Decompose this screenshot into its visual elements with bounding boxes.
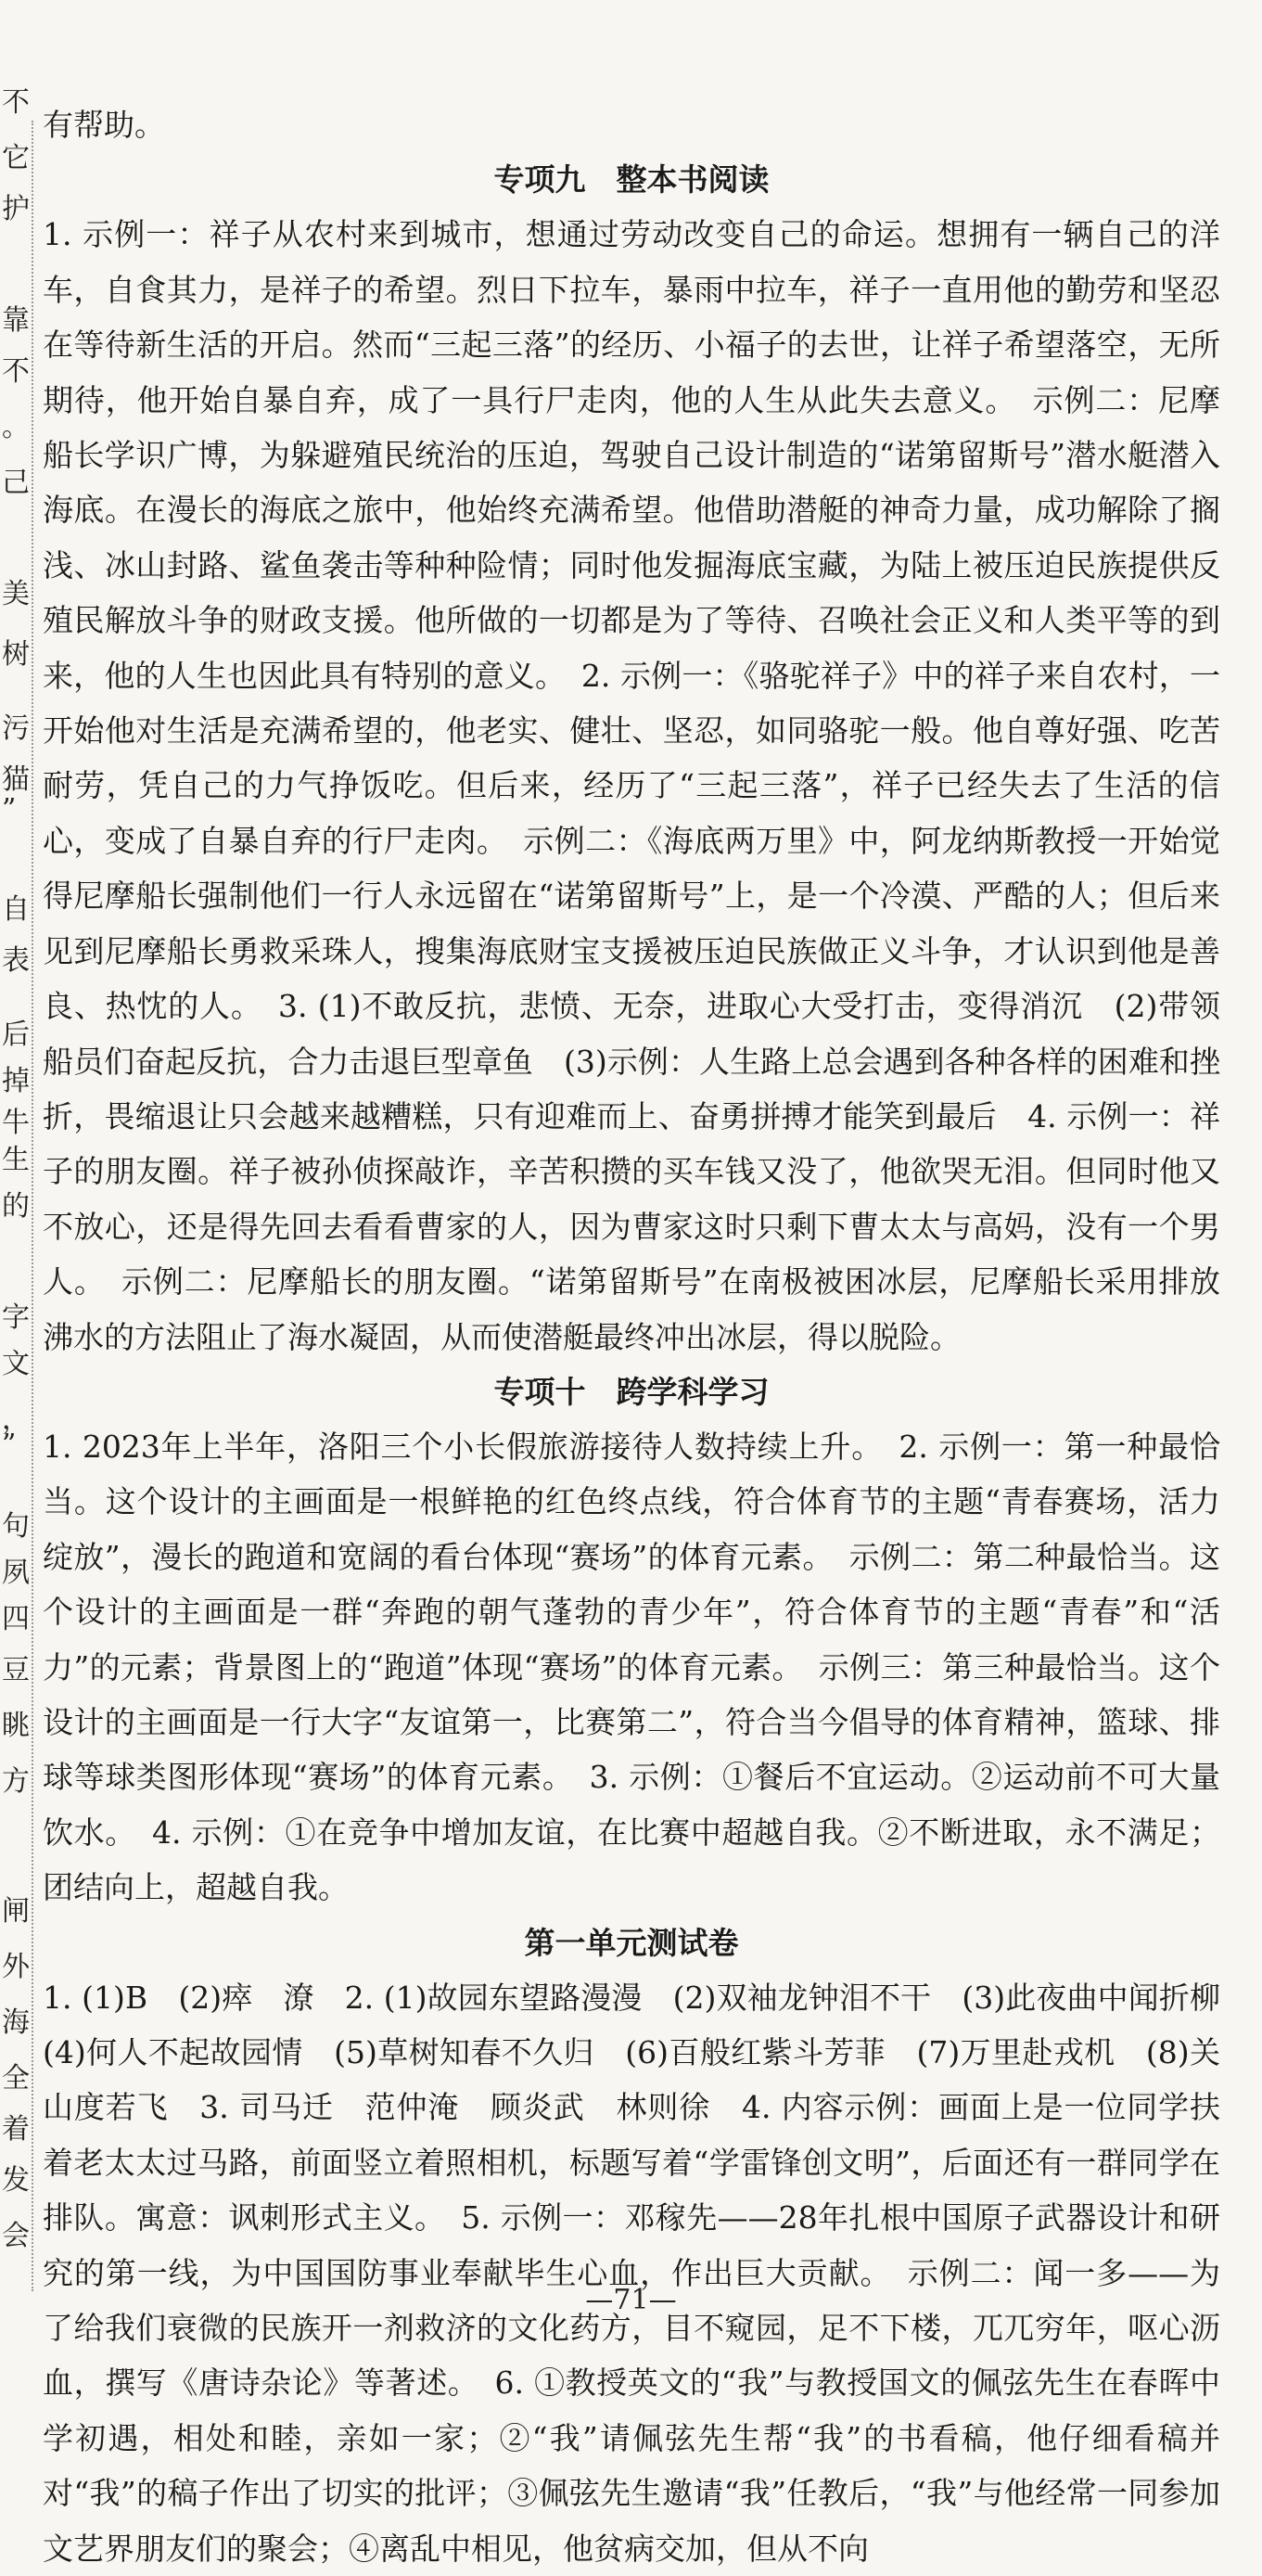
margin-fragment: 文: [2, 1348, 30, 1380]
page-content: [43, 97, 1251, 2576]
margin-fragment: 全: [2, 2062, 30, 2095]
margin-fragment: 不: [2, 355, 30, 388]
margin-fragment: 着: [2, 2113, 30, 2146]
margin-fragment: 夙: [2, 1557, 30, 1589]
section-title: 第一单元测试卷: [524, 1924, 739, 1961]
margin-fragment: 闸: [2, 1895, 30, 1928]
section-title: 专项十 跨学科学习: [493, 1373, 770, 1410]
section-whole-book-reading: [43, 152, 1220, 1365]
margin-fragment: 豆: [2, 1654, 30, 1686]
margin-fragment: ，: [2, 1403, 30, 1436]
column-divider: [32, 121, 33, 2291]
page-number: —71—: [585, 2284, 677, 2316]
margin-fragment: 。: [2, 411, 30, 443]
margin-fragment: 后: [2, 1019, 30, 1051]
margin-fragment: 树: [2, 638, 30, 671]
margin-fragment: 美: [2, 578, 30, 610]
margin-fragment: 句: [2, 1510, 30, 1543]
margin-fragment: ”: [2, 793, 17, 826]
margin-fragment: 掉: [2, 1065, 30, 1097]
margin-fragment: 它: [2, 142, 30, 174]
margin-fragment: 海: [2, 2006, 30, 2039]
margin-fragment: 污: [2, 712, 30, 745]
margin-fragment: 发: [2, 2164, 30, 2197]
margin-fragment: 不: [2, 86, 30, 119]
section-body: 1. 2023年上半年，洛阳三个小长假旅游接待人数持续上升。 2. 示例一：第一种最恰当。这个设计的主画面是一根鲜艳的红色终点线，符合体育节的主题“青春赛场，活力绽放”，漫长的跑道和宽阔的看台体现“赛场”的体育元素。 示例二：第二种最恰当。这个设计的主画面是一群“奔跑的朝气蓬勃的青少年”，符合体育节的主题“青春”和“活力”的元素；背景图上的“跑道”体现“赛场”的体育元素。 示例三：第三种最恰当。这个设计的主画面是一行大字“友谊第一，比赛第二”，符合当今倡导的体育精神，篮球、排球等球类图形体现“赛场”的体育元素。 3. 示例：①餐后不宜运动。②运动前不可大量饮水。 4. 示例：①在竞争中增加友谊，在比赛中超越自我。②不断进取，永不满足；团结向上，超越自我。: [43, 1428, 1220, 1906]
section-body: 1. (1)B (2)瘁 潦 2. (1)故园东望路漫漫 (2)双袖龙钟泪不干 (3)此夜曲中闻折柳 (4)何人不起故园情 (5)草树知春不久归 (6)百般红紫斗芳菲 (7)万里赴戎机 (8)关山度若飞 3. 司马迁 范仲淹 顾炎武 林则徐 4. 内容示例：画面上是一位同学扶着老太太过马路，前面竖立着照相机，标题写着“学雷锋创文明”，后面还有一群同学在排队。寓意：讽刺形式主义。 5. 示例一：邓稼先——28年扎根中国原子武器设计和研究的第一线，为中国国防事业奉献毕生心血，作出巨大贡献。 示例二：闻一多——为了给我们衰微的民族开一剂救济的文化药方，目不窥园，足不下楼，兀兀穷年，呕心沥血，撰写《唐诗杂论》等著述。 6. ①教授英文的“我”与教授国文的佩弦先生在春晖中学初遇，相处和睦，亲如一家；②“我”请佩弦先生帮“我”的书看稿，他仔细看稿并对“我”的稿子作出了切实的批评；③佩弦先生邀请“我”任教后，“我”与他经常一同参加文艺界朋友们的聚会；④离乱中相见，他贫病交加，但从不向: [43, 1979, 1251, 2567]
margin-fragment: 外: [2, 1951, 30, 1983]
margin-fragment: 猫: [2, 763, 30, 796]
margin-fragment: 四: [2, 1603, 30, 1635]
margin-fragment: 的: [2, 1190, 30, 1223]
section-body: 1. 示例一：祥子从农村来到城市，想通过劳动改变自己的命运。想拥有一辆自己的洋车，自食其力，是祥子的希望。烈日下拉车，暴雨中拉车，祥子一直用他的勤劳和坚忍在等待新生活的开启。然而“三起三落”的经历、小福子的去世，让祥子希望落空，无所期待，他开始自暴自弃，成了一具行尸走肉，他的人生从此失去意义。 示例二：尼摩船长学识广博，为躲避殖民统治的压迫，驾驶自己设计制造的“诺第留斯号”潜水艇潜入海底。在漫长的海底之旅中，他始终充满希望。他借助潜艇的神奇力量，成功解除了搁浅、冰山封路、鲨鱼袭击等种种险情；同时他发掘海底宝藏，为陆上被压迫民族提供反殖民解放斗争的财政支援。他所做的一切都是为了等待、召唤社会正义和人类平等的到来，他的人生也因此具有特别的意义。 2. 示例一：《骆驼祥子》中的祥子来自农村，一开始他对生活是充满希望的，他老实、健壮、坚忍，如同骆驼一般。他自尊好强、吃苦耐劳，凭自己的力气挣饭吃。但后来，经历了“三起三落”，祥子已经失去了生活的信心，变成了自暴自弃的行尸走肉。 示例二：《海底两万里》中，阿龙纳斯教授一开始觉得尼摩船长强制他们一行人永远留在“诺第留斯号”上，是一个冷漠、严酷的人；但后来见到尼摩船长勇救采珠人，搜集海底财宝支援被压迫民族做正义斗争，才认识到他是善良、热忱的人。 3. (1)不敢反抗，悲愤、无奈，进取心大受打击，变得消沉 (2)带领船员们奋起反抗，合力击退巨型章鱼 (3)示例：人生路上总会遇到各种各样的困难和挫折，畏缩退让只会越来越糟糕，只有迎难而上、奋勇拼搏才能笑到最后 4. 示例一：祥子的朋友圈。祥子被孙侦探敲诈，辛苦积攒的买车钱又没了，他欲哭无泪。但同时他又不放心，还是得先回去看看曹家的人，因为曹家这时只剩下曹太太与高妈，没有一个男人。 示例二：尼摩船长的朋友圈。“诺第留斯号”在南极被困冰层，尼摩船长采用排放沸水的方法阻止了海水凝固，从而使潜艇最终冲出冰层，得以脱险。: [43, 216, 1220, 1355]
margin-fragment: 眺: [2, 1710, 30, 1742]
margin-fragment: 字: [2, 1301, 30, 1334]
margin-fragment: 护: [2, 193, 30, 225]
margin-fragment: 自: [2, 893, 30, 926]
margin-fragment: 己: [2, 467, 30, 499]
margin-fragment: 表: [2, 944, 30, 977]
intro-line: 有帮助。: [43, 107, 165, 143]
margin-fragment: 生: [2, 1144, 30, 1176]
margin-fragment: 会: [2, 2220, 30, 2252]
margin-fragment: 靠: [2, 304, 30, 337]
section-interdisciplinary-learning: [43, 1365, 1220, 1916]
left-margin-fragments: [0, 0, 28, 2363]
margin-fragment: 方: [2, 1765, 30, 1798]
section-title: 专项九 整本书阅读: [493, 161, 770, 199]
margin-fragment: ”: [2, 1429, 17, 1461]
margin-fragment: 牛: [2, 1107, 30, 1139]
section-unit-one-test: [43, 1916, 1251, 2576]
